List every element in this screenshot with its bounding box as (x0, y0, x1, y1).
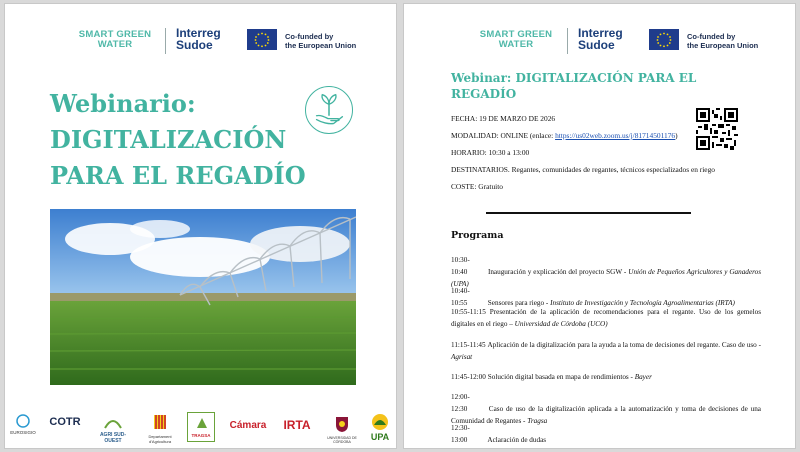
program-item-time: 11:15-11:45 (451, 341, 486, 349)
program-item-speaker: Bayer (634, 373, 652, 381)
partner-logo-upa (367, 412, 393, 442)
program-item-speaker: Instituto de Investigación y Tecnología Agroalimentarias (IRTA) (550, 299, 735, 307)
partner-logo-generalitat (137, 412, 183, 444)
webinar-title (451, 70, 751, 102)
qr-code-icon[interactable] (696, 108, 738, 150)
event-date: FECHA: 19 DE MARZO DE 2026 (451, 114, 556, 123)
program-item (451, 306, 761, 330)
cover-title-line3: PARA EL REGADÍO (50, 161, 306, 190)
program-item-text: Sensores para riego - (487, 299, 551, 307)
interreg-sudoe-logo (176, 27, 221, 51)
partner-name: IRTA (283, 418, 311, 432)
sgw-line2: WATER (97, 39, 133, 50)
page-program (403, 3, 796, 449)
cofunded-line1: Co-funded by (687, 32, 736, 41)
plant-hand-icon (305, 86, 353, 134)
cofunded-line2: the European Union (285, 41, 357, 50)
webinar-title-line1: Webinar: DIGITALIZACIÓN PARA EL (451, 71, 697, 85)
sgw-line1: SMART GREEN (479, 29, 553, 40)
partner-logo-camara (223, 412, 273, 431)
interreg-sudoe-logo (578, 27, 623, 51)
interreg-line1: Interreg (176, 26, 221, 40)
program-item (451, 339, 761, 363)
program-item-text: Presentación de la aplicación de recomendaciones para el regante. Uso de los gemelos digitales en el riego – (451, 308, 761, 328)
modality-label: MODALIDAD: ONLINE (enlace: (451, 131, 556, 140)
program-item-time: 12:00-12:30 (451, 393, 470, 413)
program-item-text: Caso de uso de la digitalización aplicada a la automatización y toma de decisiones de una Comunidad de Regantes - (451, 405, 761, 425)
partner-name: COTR (49, 416, 81, 428)
program-item-text: Solución digital basada en mapa de rendimientos - (487, 373, 635, 381)
partner-logo-agri-sud-ouest (93, 412, 133, 444)
modality-suffix: ) (675, 131, 678, 140)
event-cost: COSTE: Gratuito (451, 182, 503, 191)
header-divider (567, 28, 568, 54)
interreg-line2: Sudoe (578, 38, 615, 52)
interreg-line1: Interreg (578, 26, 623, 40)
cover-title (50, 86, 330, 194)
irrigation-field-photo (50, 209, 356, 385)
program-item-speaker: Universidad de Córdoba (UCO) (514, 320, 608, 328)
program-item-text: Inauguración y explicación del proyecto SGW - (487, 268, 629, 276)
eu-flag-icon (649, 29, 679, 50)
program-item-speaker: Unión de Pequeños Agricultores y Ganaderos (UPA) (451, 268, 761, 288)
partner-logo-uco (323, 412, 361, 444)
page-cover (4, 3, 397, 449)
header-divider (165, 28, 166, 54)
partner-logo-eurosigio (9, 412, 37, 435)
cofunded-line2: the European Union (687, 41, 759, 50)
program-item-text: Aplicación de la digitalización para la ayuda a la toma de decisiones del regante. Caso de uso - (487, 341, 762, 349)
program-item-time: 10:30-10:40 (451, 256, 470, 276)
event-modality (451, 131, 678, 140)
partner-logo-cotr (45, 412, 85, 428)
partner-logo-tragsa (187, 412, 215, 442)
partner-name: Departament d'Agricultura (148, 434, 172, 444)
webinar-title-line2: REGADÍO (451, 87, 517, 101)
program-item-time: 10:40-10:55 (451, 287, 470, 307)
partner-logo-irta (279, 412, 315, 432)
sgw-line1: SMART GREEN (78, 29, 152, 40)
header-logos (5, 26, 396, 56)
sgw-line2: WATER (498, 39, 534, 50)
program-item (451, 371, 761, 383)
program-item-time: 12:30-13:00 (451, 424, 470, 444)
cofunded-eu-text (687, 32, 758, 50)
cofunded-line1: Co-funded by (285, 32, 334, 41)
partner-logos (5, 412, 396, 448)
program-item-text: Aclaración de dudas (487, 436, 547, 444)
program-heading: Programa (451, 230, 504, 241)
program-item-speaker: Agrisat (451, 353, 473, 361)
smart-green-water-logo (73, 30, 157, 50)
partner-name: EUROSIGIO (10, 430, 36, 435)
cover-title-line1: Webinario: (50, 89, 196, 118)
partner-name: UPA (370, 432, 390, 442)
partner-name: AGRI SUD-OUEST (99, 432, 127, 444)
interreg-line2: Sudoe (176, 38, 213, 52)
smart-green-water-logo (474, 30, 558, 50)
event-schedule: HORARIO: 10:30 a 13:00 (451, 148, 530, 157)
partner-name: TRAGSA (191, 433, 211, 438)
event-audience: DESTINATARIOS. Regantes, comunidades de regantes, técnicos especializados en riego (451, 165, 715, 174)
section-divider (486, 212, 691, 214)
cover-title-line2: DIGITALIZACIÓN (50, 125, 287, 154)
program-item (451, 422, 761, 446)
program-item-time: 10:55-11:15 (451, 308, 486, 316)
cofunded-eu-text (285, 32, 356, 50)
partner-name: UNIVERSIDAD DE CÓRDOBA (327, 436, 357, 444)
program-item-time: 11:45-12:00 (451, 373, 486, 381)
program-item-speaker: Tragsa (527, 417, 548, 425)
eu-flag-icon (247, 29, 277, 50)
header-logos (404, 26, 795, 56)
partner-name: Cámara (229, 420, 267, 431)
zoom-link[interactable]: https://us02web.zoom.us/j/81714501176 (555, 131, 676, 140)
